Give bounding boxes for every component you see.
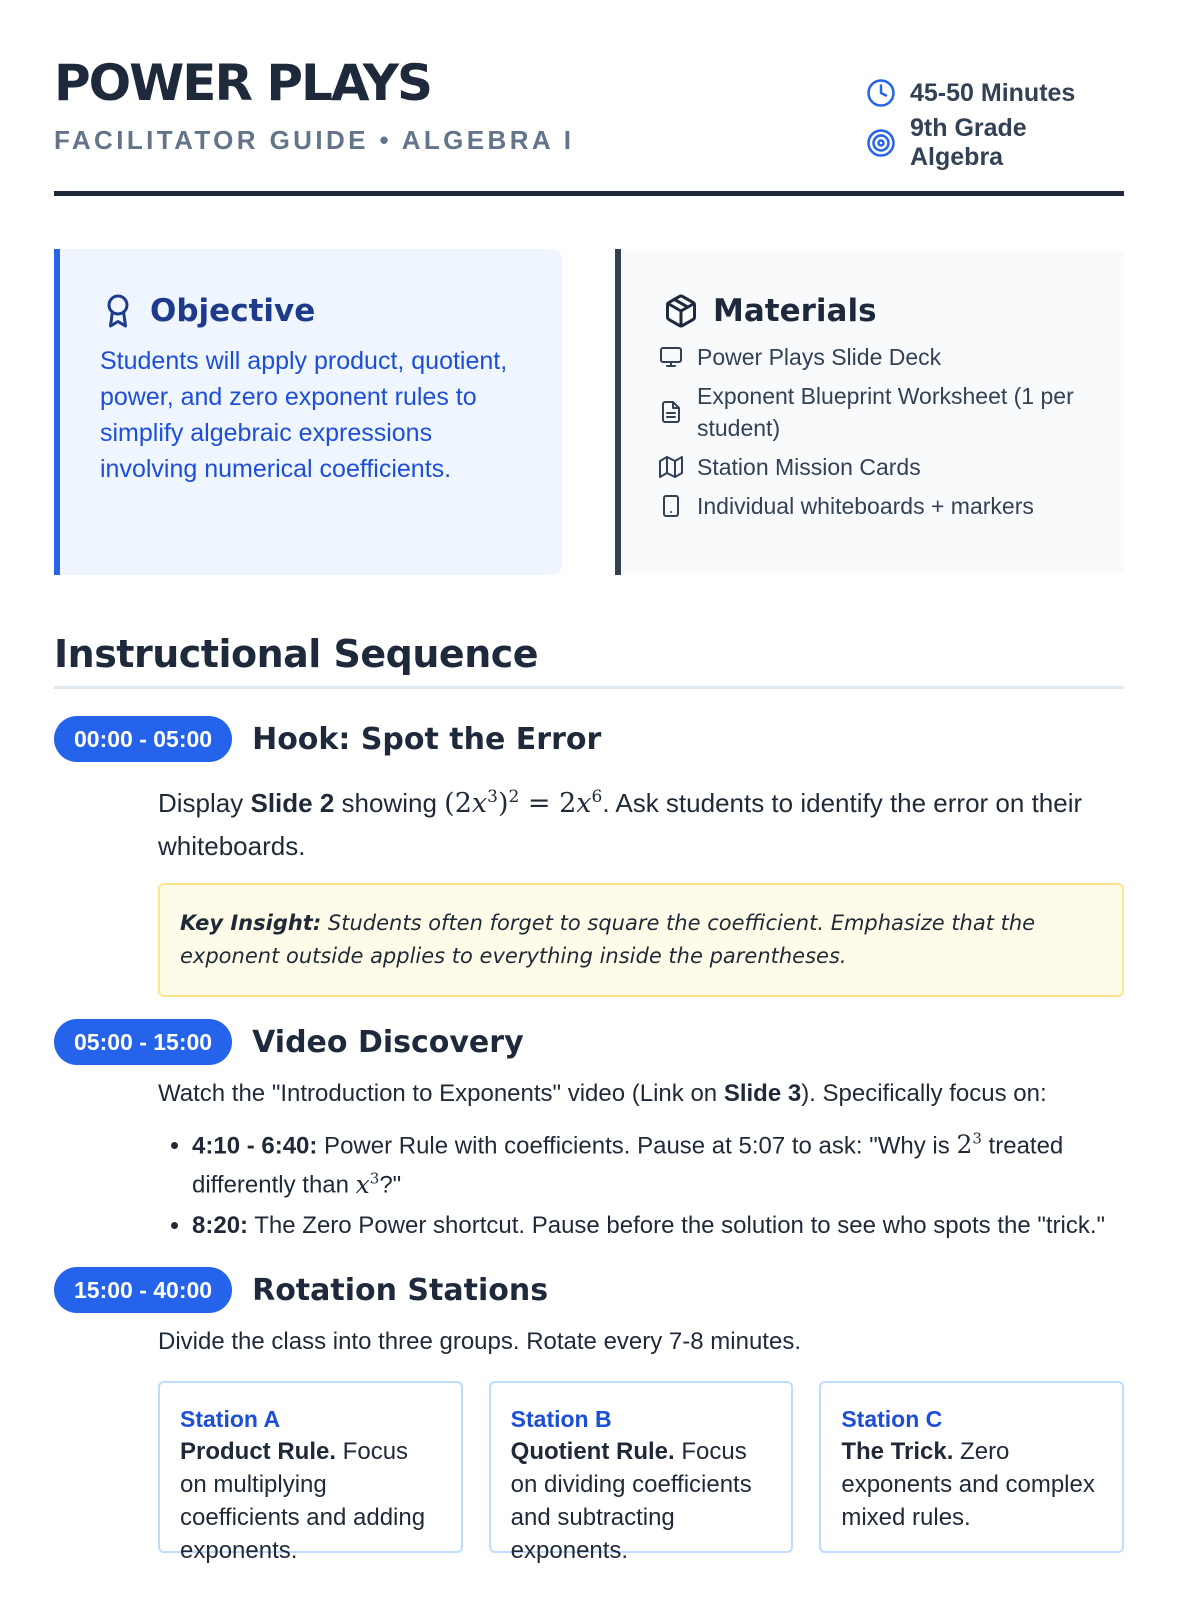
station-description <box>841 1435 1102 1534</box>
math-term: $2^3$ <box>956 1130 982 1160</box>
station-cards <box>158 1381 1124 1564</box>
step-title: Rotation Stations <box>252 1272 549 1308</box>
duration-row <box>866 78 1124 108</box>
package-icon <box>663 293 699 329</box>
materials-card <box>615 249 1124 575</box>
step-header <box>54 716 1124 762</box>
document-icon <box>659 400 683 424</box>
text-fragment: treated differently than <box>192 1132 1064 1199</box>
step-header <box>54 1267 1124 1313</box>
step-title: Hook: Spot the Error <box>252 721 602 757</box>
guide-header <box>54 0 1124 200</box>
error-equation: $(2x^3)^2 = 2x^6$ <box>444 787 603 819</box>
key-insight-callout <box>158 883 1124 997</box>
video-timestamps <box>158 1123 1124 1242</box>
step-body <box>158 1077 1124 1242</box>
timestamp: 8:20: <box>192 1211 249 1239</box>
insight-text: Students often forget to square the coefficient. Emphasize that the exponent outside applies to everything inside the parentheses. <box>180 911 1036 968</box>
slide-reference: Slide 2 <box>250 788 335 818</box>
objective-heading: Objective <box>150 293 316 329</box>
list-item <box>659 341 1084 373</box>
materials-heading: Materials <box>713 293 877 329</box>
objective-card <box>54 249 562 575</box>
list-item <box>192 1123 1124 1202</box>
text-fragment: Power Rule with coefficients. Pause at 5:07 to ask: "Why is <box>317 1132 957 1160</box>
text-fragment: . Ask students to identify the error on their whiteboards. <box>158 788 1083 861</box>
station-label: Station B <box>510 1406 612 1432</box>
station-description <box>511 1435 772 1567</box>
tablet-icon <box>659 494 683 518</box>
insight-label: Key Insight: <box>180 911 322 935</box>
station-card <box>819 1381 1124 1553</box>
target-icon <box>866 128 896 158</box>
station-card <box>489 1381 794 1564</box>
step-body <box>158 776 1124 997</box>
header-divider <box>54 191 1124 196</box>
grade-row <box>866 114 1124 171</box>
step-video <box>54 1019 1124 1249</box>
list-item <box>659 490 1084 522</box>
text-fragment: Watch the "Introduction to Exponents" video (Link on <box>158 1080 724 1107</box>
text-fragment: The Zero Power shortcut. Pause before the solution to see who spots the "trick." <box>248 1211 1106 1239</box>
station-label: Station A <box>180 1406 281 1432</box>
step-text <box>158 1077 1124 1111</box>
timestamp: 4:10 - 6:40: <box>192 1132 318 1160</box>
sequence-heading: Instructional Sequence <box>54 632 539 676</box>
monitor-icon <box>659 345 683 369</box>
material-label: Power Plays Slide Deck <box>697 344 942 370</box>
material-label: Station Mission Cards <box>697 454 921 480</box>
step-header <box>54 1019 1124 1065</box>
list-item <box>192 1209 1124 1242</box>
page-title: POWER PLAYS <box>54 54 431 112</box>
materials-list <box>659 341 1084 522</box>
grade-text: 9th Grade Algebra <box>910 114 1027 171</box>
station-rule: Product Rule. <box>180 1438 337 1465</box>
station-card <box>158 1381 463 1564</box>
text-fragment: Zero exponents and complex mixed rules. <box>841 1438 1095 1531</box>
objective-text: Students will apply product, quotient, power, and zero exponent rules to simplify algebraic expressions involving numerical coefficients. <box>100 347 508 483</box>
step-title: Video Discovery <box>252 1024 524 1060</box>
time-badge: 00:00 - 05:00 <box>54 716 232 762</box>
lesson-meta <box>866 78 1124 178</box>
materials-header <box>663 289 1084 333</box>
overview-cards <box>54 249 1124 575</box>
map-icon <box>659 455 683 479</box>
station-description <box>180 1435 441 1567</box>
text-fragment: showing <box>334 788 445 818</box>
time-badge: 15:00 - 40:00 <box>54 1267 232 1313</box>
sequence-divider <box>54 686 1124 689</box>
step-stations <box>54 1267 1124 1564</box>
step-hook <box>54 716 1124 997</box>
time-badge: 05:00 - 15:00 <box>54 1019 232 1065</box>
objective-header <box>100 289 518 333</box>
station-rule: Quotient Rule. <box>510 1438 675 1465</box>
text-fragment: Focus on dividing coefficients and subtracting exponents. <box>510 1438 752 1564</box>
material-label: Exponent Blueprint Worksheet (1 per student) <box>697 383 1074 441</box>
list-item <box>659 451 1084 483</box>
text-fragment: Focus on multiplying coefficients and adding exponents. <box>180 1438 426 1564</box>
step-body <box>158 1325 1124 1564</box>
text-fragment: ?" <box>379 1171 402 1199</box>
text-fragment: Display <box>158 788 251 818</box>
slide-reference: Slide 3 <box>723 1080 802 1107</box>
clock-icon <box>866 78 896 108</box>
text-fragment: ). Specifically focus on: <box>801 1080 1047 1107</box>
step-text <box>158 776 1124 867</box>
list-item <box>659 380 1084 444</box>
duration-text: 45-50 Minutes <box>910 78 1076 107</box>
material-label: Individual whiteboards + markers <box>697 493 1034 519</box>
step-text: Divide the class into three groups. Rotate every 7-8 minutes. <box>158 1328 801 1355</box>
station-rule: The Trick. <box>841 1438 954 1465</box>
station-label: Station C <box>841 1406 943 1432</box>
page-subtitle: FACILITATOR GUIDE • ALGEBRA I <box>54 125 575 155</box>
math-term: $x^3$ <box>355 1169 380 1199</box>
award-icon <box>100 293 136 329</box>
